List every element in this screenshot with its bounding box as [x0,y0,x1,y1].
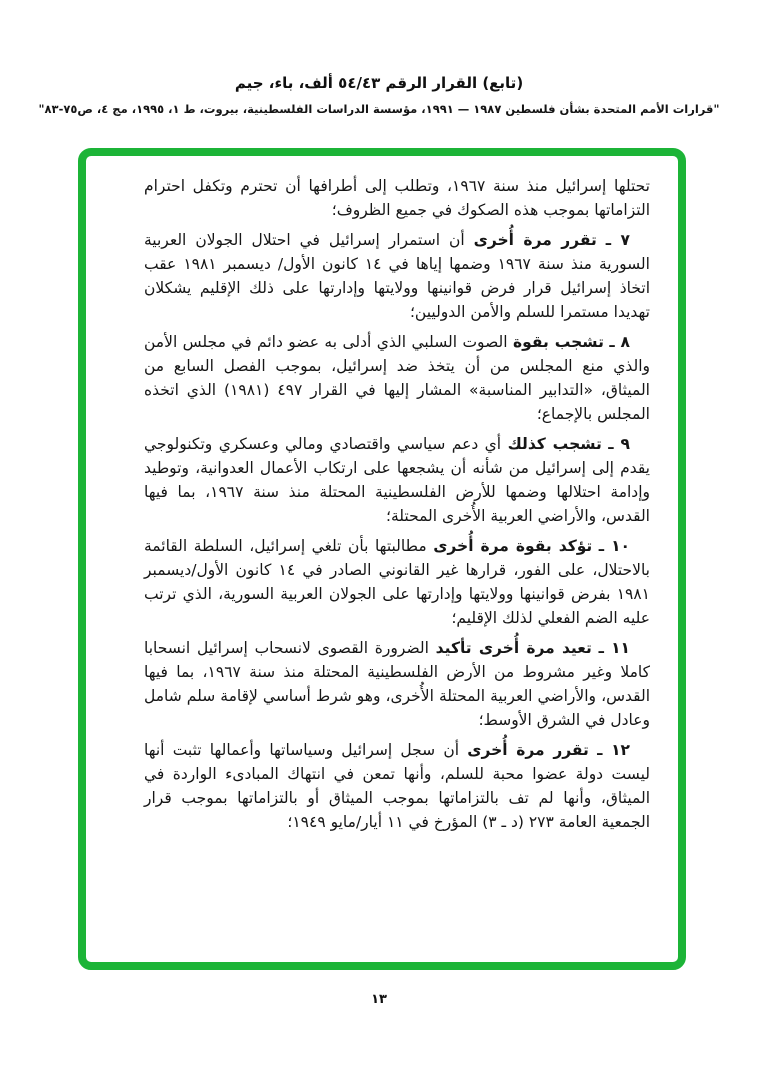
clause-text: أن سجل إسرائيل وسياساتها وأعمالها تثبت أنها ليست دولة عضوا محبة للسلم، وأنها تمعن في انتهاك المبادىء الواردة في الميثاق، وأنها لم تف بالتزاماتها بموجب الميثاق أو بالتزاماتها بموجب قرار الجمعية العامة ٢٧٣ (د ـ ٣) المؤرخ في ١١ أيار/مايو ١٩٤٩؛ [144,741,650,831]
clause-continuation [144,174,650,222]
clause-lead-verb: تعيد مرة أُخرى تأكيد [435,639,592,657]
clause-number: ١٢ ـ [597,741,630,759]
clause-11 [144,636,650,732]
clause-8 [144,330,650,426]
clause-9 [144,432,650,528]
clause-number: ٧ ـ [605,231,630,249]
clause-number: ١٠ ـ [598,537,630,555]
source-citation: "قرارات الأمم المتحدة بشأن فلسطين ١٩٨٧ — ١٩٩١، مؤسسة الدراسات الفلسطينية، بيروت، ط ١، ١٩٩٥، مج ٤، ص٧٥-٨٣" [38,102,720,116]
clause-lead-verb: تشجب كذلك [507,435,602,453]
clause-text: الضرورة القصوى لانسحاب إسرائيل انسحابا كاملا وغير مشروط من الأرض الفلسطينية المحتلة منذ سنة ١٩٦٧، بما فيها القدس، والأراضي العربية المحتلة الأُخرى، وهو شرط أساسي لإقامة سلم شامل وعادل في الشرق الأوسط؛ [144,639,650,729]
clause-12 [144,738,650,834]
clause-text: تحتلها إسرائيل منذ سنة ١٩٦٧، وتطلب إلى أطرافها أن تحترم وتكفل احترام التزاماتها بموجب هذه الصكوك في جميع الظروف؛ [144,177,650,219]
clause-text: مطالبتها بأن تلغي إسرائيل، السلطة القائمة بالاحتلال، على الفور، قرارها غير القانوني الصادر في ١٤ كانون الأول/ديسمبر ١٩٨١ بفرض قوانينها وولايتها وإدارتها على الجولان العربية السورية، الذي ترتب عليه الضم الفعلي لذلك الإقليم؛ [144,537,650,627]
page-number: ١٣ [371,992,387,1007]
resolution-body [144,174,650,834]
clause-lead-verb: تشجب بقوة [512,333,604,351]
resolution-text-frame [78,148,686,970]
clause-10 [144,534,650,630]
clause-number: ٨ ـ [609,333,631,351]
clause-number: ٩ ـ [608,435,630,453]
clause-7 [144,228,650,324]
clause-lead-verb: تؤكد بقوة مرة أُخرى [433,537,593,555]
clause-lead-verb: تقرر مرة أُخرى [473,231,597,249]
resolution-title: (تابع) القرار الرقم ٥٤/٤٣ ألف، باء، جيم [234,74,524,92]
clause-text: الصوت السلبي الذي أدلى به عضو دائم في مجلس الأمن والذي منع المجلس من أن يتخذ ضد إسرائيل، بموجب الفصل السابع من الميثاق، «التدابير المناسبة» المشار إليها في القرار ٤٩٧ (١٩٨١) الذي اتخذه المجلس بالإجماع؛ [144,333,650,423]
clause-number: ١١ ـ [598,639,630,657]
clause-lead-verb: تقرر مرة أُخرى [467,741,589,759]
clause-text: أن استمرار إسرائيل في احتلال الجولان العربية السورية منذ سنة ١٩٦٧ وضمها إياها في ١٤ كانون الأول/ ديسمبر ١٩٨١ عقب اتخاذ إسرائيل قرار فرض قوانينها وولايتها وإدارتها على ذلك الإقليم يشكلان تهديدا مستمرا للسلم والأمن الدوليين؛ [144,231,650,321]
clause-text: أي دعم سياسي واقتصادي ومالي وعسكري وتكنولوجي يقدم إلى إسرائيل من شأنه أن يشجعها على ارتكاب الأعمال العدوانية، وتوطيد وإدامة احتلالها وضمها للأرض الفلسطينية المحتلة منذ سنة ١٩٦٧، بما فيها القدس، والأراضي العربية الأُخرى المحتلة؛ [144,435,650,525]
